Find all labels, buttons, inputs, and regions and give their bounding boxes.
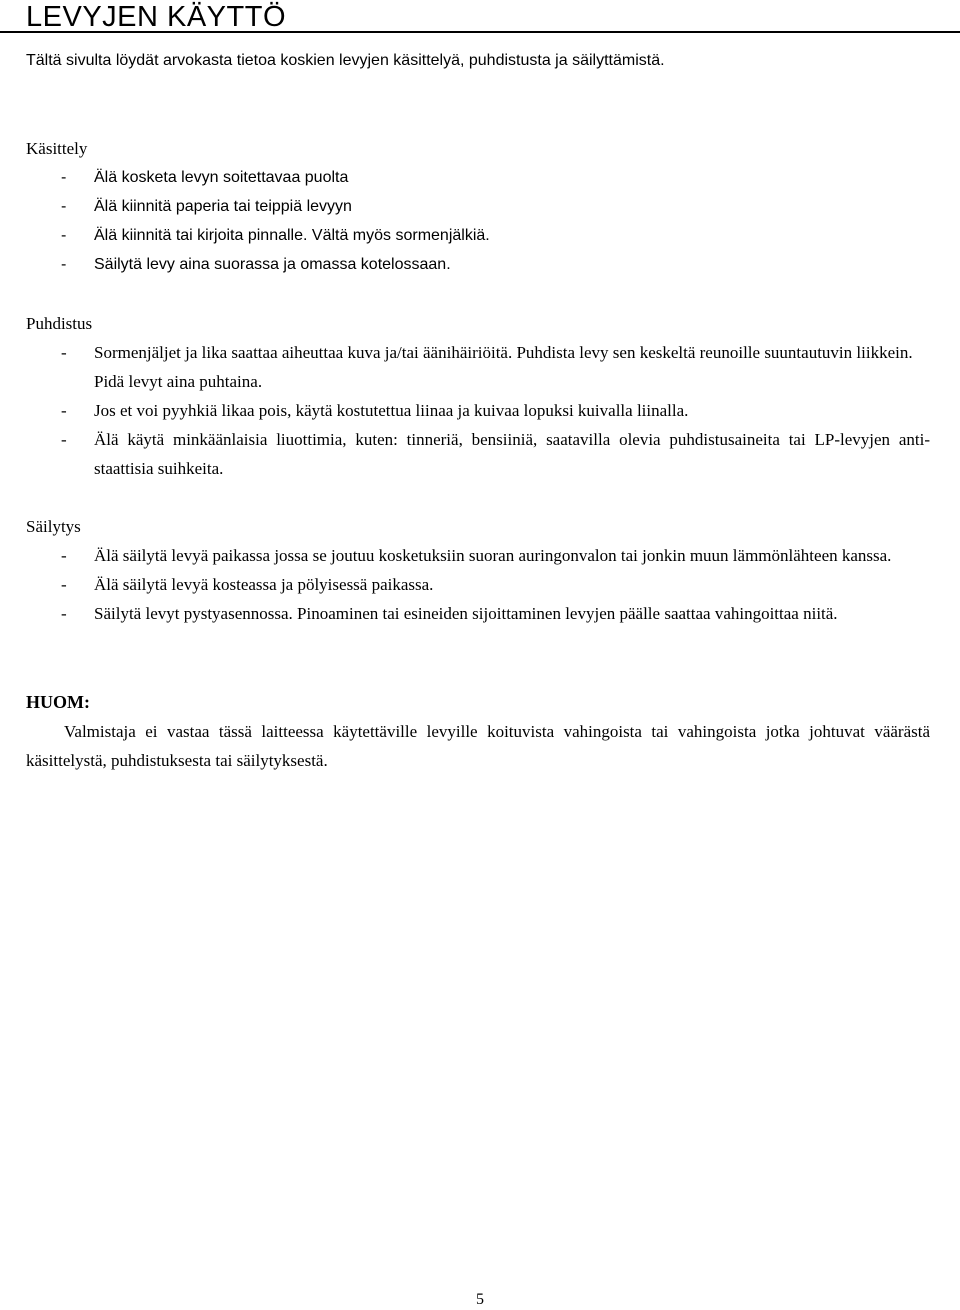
list-item-text: Älä kosketa levyn soitettavaa puolta bbox=[94, 169, 349, 186]
bullet-dash: - bbox=[61, 198, 67, 215]
note-section bbox=[26, 688, 930, 775]
list-item-text: Sormenjäljet ja lika saattaa aiheuttaa kuva ja/tai äänihäiriöitä. Puhdista levy sen keskeltä reunoille suuntautuvin liikkein. Pidä levyt aina puhtaina. bbox=[94, 343, 913, 391]
section-handling bbox=[26, 134, 930, 279]
section-heading: Käsittely bbox=[26, 139, 88, 158]
list-item bbox=[26, 338, 930, 396]
list-item bbox=[26, 570, 930, 599]
list-item-text: Säilytä levyt pystyasennossa. Pinoaminen tai esineiden sijoittaminen levyjen päälle saattaa vahingoittaa niitä. bbox=[94, 604, 838, 623]
section-heading: Puhdistus bbox=[26, 314, 93, 333]
bullet-list bbox=[26, 163, 930, 279]
page-title: LEVYJEN KÄYTTÖ bbox=[26, 1, 287, 33]
list-item-text: Älä käytä minkäänlaisia liuottimia, kuten: tinneriä, bensiiniä, saatavilla olevia puhdistusaineita tai LP-levyjen anti-staattisia suihkeita. bbox=[94, 430, 930, 478]
list-item bbox=[26, 250, 930, 279]
list-item-text: Älä kiinnitä paperia tai teippiä levyyn bbox=[94, 198, 352, 215]
bullet-dash: - bbox=[61, 546, 67, 565]
list-item-text: Älä kiinnitä tai kirjoita pinnalle. Vältä myös sormenjälkiä. bbox=[94, 227, 490, 244]
bullet-dash: - bbox=[61, 401, 67, 420]
section-storage bbox=[26, 512, 930, 628]
bullet-dash: - bbox=[61, 169, 67, 186]
list-item-text: Jos et voi pyyhkiä likaa pois, käytä kostutettua liinaa ja kuivaa lopuksi kuivalla liinalla. bbox=[94, 401, 689, 420]
note-body: Valmistaja ei vastaa tässä laitteessa käytettäville levyille koituvista vahingoista tai vahingoista jotka johtuvat väärästä käsittelystä, puhdistuksesta tai säilytyksestä. bbox=[26, 722, 930, 770]
bullet-dash: - bbox=[61, 343, 67, 362]
list-item bbox=[26, 541, 930, 570]
title-rule bbox=[0, 31, 960, 33]
note-heading: HUOM: bbox=[26, 692, 90, 712]
bullet-list bbox=[26, 541, 930, 628]
list-item-text: Älä säilytä levyä kosteassa ja pölyisessä paikassa. bbox=[94, 575, 434, 594]
page-number: 5 bbox=[476, 1291, 484, 1308]
bullet-list bbox=[26, 338, 930, 483]
list-item bbox=[26, 599, 930, 628]
bullet-dash: - bbox=[61, 430, 67, 449]
section-heading: Säilytys bbox=[26, 517, 81, 536]
list-item bbox=[26, 221, 930, 250]
bullet-dash: - bbox=[61, 256, 67, 273]
list-item bbox=[26, 192, 930, 221]
list-item-text: Älä säilytä levyä paikassa jossa se joutuu kosketuksiin suoran auringonvalon tai jonkin muun lämmönlähteen kanssa. bbox=[94, 546, 892, 565]
section-cleaning bbox=[26, 309, 930, 483]
bullet-dash: - bbox=[61, 604, 67, 623]
bullet-dash: - bbox=[61, 575, 67, 594]
list-item bbox=[26, 396, 930, 425]
list-item bbox=[26, 425, 930, 483]
bullet-dash: - bbox=[61, 227, 67, 244]
intro-text: Tältä sivulta löydät arvokasta tietoa koskien levyjen käsittelyä, puhdistusta ja säilyttämistä. bbox=[26, 52, 665, 69]
list-item bbox=[26, 163, 930, 192]
list-item-text: Säilytä levy aina suorassa ja omassa kotelossaan. bbox=[94, 256, 451, 273]
